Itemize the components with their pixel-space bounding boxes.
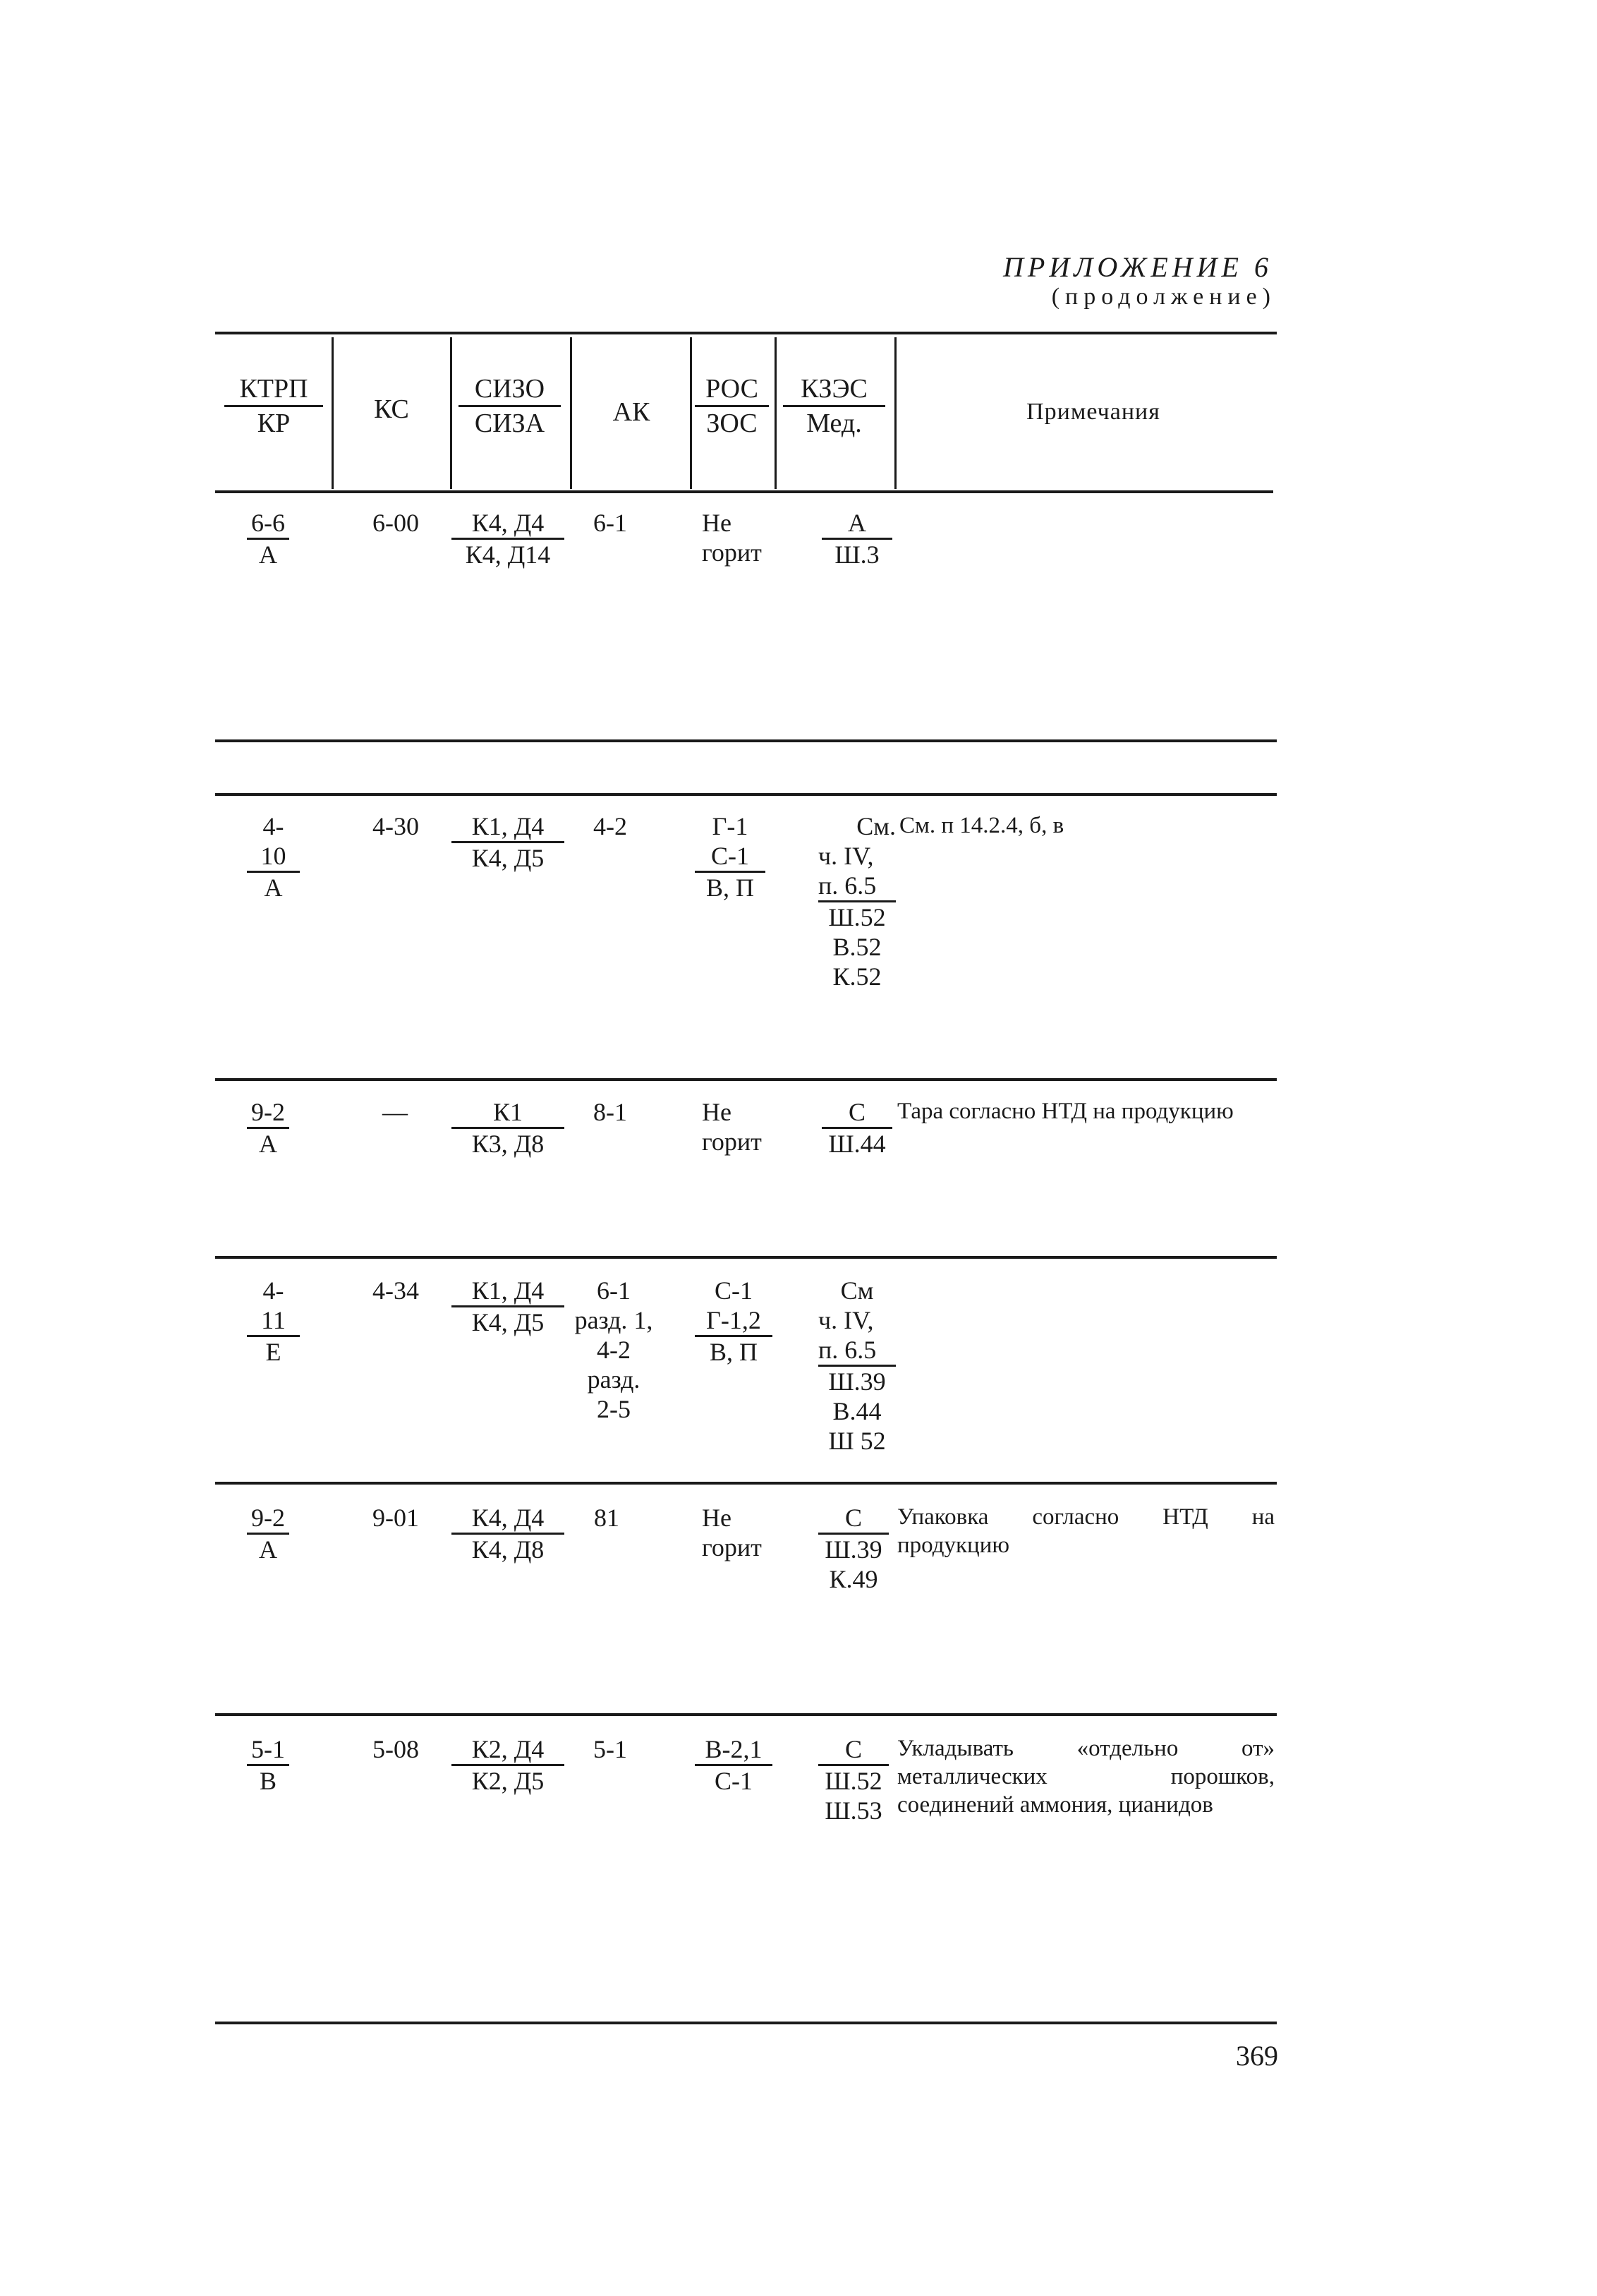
cell-notes: См. п 14.2.4, б, в: [899, 813, 1064, 838]
cell-sizo-siza: К2, Д4 К2, Д5: [451, 1734, 564, 1796]
cell-ak: 8-1: [593, 1098, 627, 1126]
header-divider: [894, 337, 897, 489]
cell-sizo-siza: К1, Д4 К4, Д5: [451, 811, 564, 873]
cell-sizo-siza: К4, Д4 К4, Д8: [451, 1503, 564, 1564]
cell-kzes-med: См ч. IV, п. 6.5 Ш.39 В.44 Ш 52: [818, 1276, 896, 1456]
cell-ak: 4-2: [593, 812, 627, 840]
cell-ros-zos: В-2,1 С-1: [695, 1734, 772, 1796]
cell-ks: 6-00: [372, 509, 419, 537]
row-rule: [215, 1078, 1277, 1081]
cell-ktrp-kr: 5-1 В: [247, 1734, 289, 1796]
cell-kzes-med: С Ш.44: [822, 1097, 892, 1159]
table-bottom-rule: [215, 2022, 1277, 2024]
cell-ktrp-kr: 6-6 А: [247, 508, 289, 569]
cell-ks: 9-01: [372, 1504, 419, 1532]
cell-notes: Укладывать «отдельно от» металлических порошков, соединений аммония, цианидов: [897, 1736, 1275, 1818]
row-rule: [215, 1256, 1277, 1259]
cell-ks: —: [382, 1098, 408, 1126]
cell-ros-zos: Не горит: [702, 1504, 762, 1561]
header-divider: [332, 337, 334, 489]
row-rule: [215, 1482, 1277, 1485]
cell-kzes-med: См. ч. IV, п. 6.5 Ш.52 В.52 К.52: [818, 812, 896, 991]
cell-kzes-med: А Ш.3: [822, 508, 892, 569]
header-divider: [450, 337, 452, 489]
cell-ks: 5-08: [372, 1735, 419, 1763]
cell-ak: 6-1 разд. 1, 4-2 разд. 2-5: [574, 1276, 653, 1423]
appendix-title: ПРИЛОЖЕНИЕ 6: [1003, 251, 1273, 283]
header-ak: АК: [612, 397, 650, 427]
cell-ak: 81: [594, 1504, 619, 1532]
cell-ktrp-kr: 9-2 А: [247, 1503, 289, 1564]
cell-sizo-siza: К4, Д4 К4, Д14: [451, 508, 564, 569]
header-ros-zos: РОС ЗОС: [695, 373, 769, 440]
cell-ktrp-kr: 4-10 А: [247, 811, 300, 902]
header-divider: [775, 337, 777, 489]
row-rule: [215, 1713, 1277, 1716]
appendix-subtitle: (продолжение): [1051, 284, 1276, 310]
table-top-rule: [215, 332, 1277, 334]
row-rule: [215, 739, 1277, 742]
cell-kzes-med: С Ш.39 К.49: [818, 1503, 889, 1594]
cell-ros-zos: Не горит: [702, 509, 762, 567]
cell-kzes-med: С Ш.52 Ш.53: [818, 1734, 889, 1825]
header-divider: [690, 337, 692, 489]
header-divider: [570, 337, 572, 489]
header-kzes-med: КЗЭС Мед.: [783, 373, 885, 440]
cell-ros-zos: С-1 Г-1,2 В, П: [695, 1276, 772, 1367]
cell-ak: 5-1: [593, 1735, 627, 1763]
header-ks: КС: [374, 394, 409, 424]
cell-sizo-siza: К1 К3, Д8: [451, 1097, 564, 1159]
cell-ks: 4-30: [372, 812, 419, 840]
page-number: 369: [1236, 2040, 1278, 2072]
cell-notes: Упаковка согласно НТД на продукцию: [897, 1504, 1275, 1558]
cell-ktrp-kr: 4-11 Е: [247, 1276, 300, 1367]
header-sizo-siza: СИЗО СИЗА: [459, 373, 561, 440]
cell-sizo-siza: К1, Д4 К4, Д5: [451, 1276, 564, 1337]
cell-ktrp-kr: 9-2 А: [247, 1097, 289, 1159]
cell-ros-zos: Не горит: [702, 1098, 762, 1156]
cell-notes: Тара согласно НТД на продукцию: [897, 1099, 1234, 1124]
header-bottom-rule: [215, 490, 1273, 493]
header-notes: Примечания: [1026, 399, 1160, 425]
cell-ros-zos: Г-1 С-1 В, П: [695, 811, 765, 902]
cell-ak: 6-1: [593, 509, 627, 537]
row-rule: [215, 793, 1277, 796]
header-ktrp-kr: КТРП КР: [224, 373, 323, 440]
cell-ks: 4-34: [372, 1276, 419, 1305]
